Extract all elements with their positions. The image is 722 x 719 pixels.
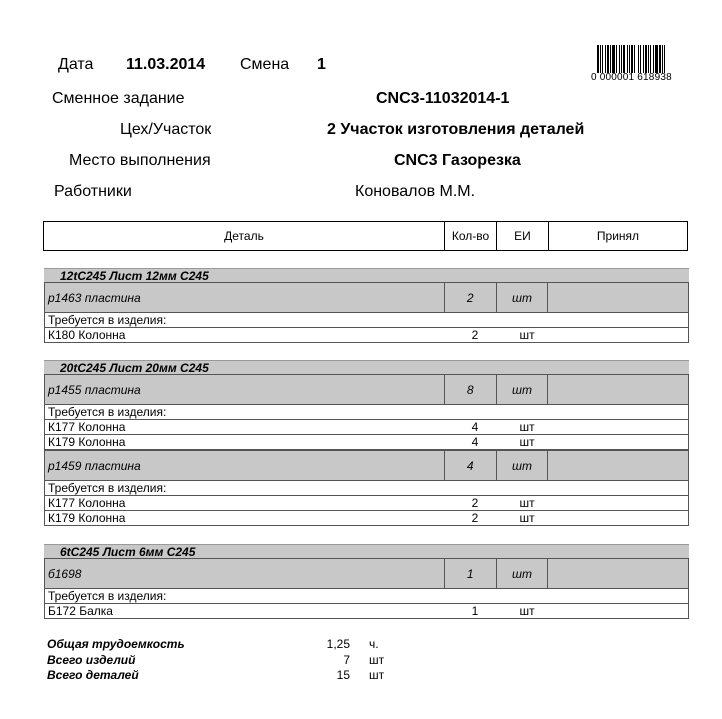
part-qty: 4: [445, 451, 497, 480]
usage-name: Б172 Балка: [48, 604, 113, 618]
part-name: р1459 пластина: [45, 451, 445, 480]
usage-row: [44, 511, 689, 526]
material-group: [44, 268, 689, 343]
barcode-number: 0 000001 618938: [591, 72, 672, 83]
place-label: Место выполнения: [69, 152, 211, 169]
usage-row: [44, 435, 689, 450]
material-group: [44, 544, 689, 619]
group-title: 6tC245 Лист 6мм С245: [44, 544, 689, 558]
usage-row: [44, 604, 689, 619]
usage-unit: шт: [519, 496, 535, 510]
shop-value: 2 Участок изготовления деталей: [327, 121, 585, 138]
place-value: CNC3 Газорезка: [394, 152, 521, 169]
total-labor-value: 1,25: [326, 637, 350, 651]
part-unit: шт: [497, 559, 549, 588]
usage-qty: 1: [471, 604, 479, 618]
part-unit: шт: [497, 451, 549, 480]
task-label: Сменное задание: [52, 90, 185, 107]
usage-unit: шт: [519, 604, 535, 618]
usage-name: К177 Колонна: [48, 496, 126, 510]
required-label: Требуется в изделия:: [44, 405, 689, 420]
usage-qty: 4: [471, 435, 479, 449]
part-accepted-cell[interactable]: [548, 451, 688, 480]
total-items-label: Всего изделий: [47, 653, 136, 667]
part-name: р1455 пластина: [45, 375, 445, 404]
barcode-image: [597, 45, 682, 73]
total-parts-value: 15: [336, 668, 350, 682]
total-labor-label: Общая трудоемкость: [47, 637, 185, 651]
required-label: Требуется в изделия:: [44, 589, 689, 604]
col-part: Деталь: [44, 222, 445, 250]
usage-qty: 4: [471, 420, 479, 434]
usage-name: К179 Колонна: [48, 511, 126, 525]
part-qty: 2: [445, 283, 497, 312]
total-items-value: 7: [343, 653, 350, 667]
date-value: 11.03.2014: [126, 56, 206, 73]
part-qty: 1: [445, 559, 497, 588]
shift-label: Смена: [240, 56, 290, 73]
total-parts-unit: шт: [369, 668, 385, 682]
group-title: 20tC245 Лист 20мм С245: [44, 360, 689, 374]
usage-row: [44, 328, 689, 343]
usage-name: К179 Колонна: [48, 435, 126, 449]
usage-unit: шт: [519, 420, 535, 434]
usage-unit: шт: [519, 328, 535, 342]
part-row: [44, 282, 689, 313]
material-group: [44, 360, 689, 526]
table-header: [43, 221, 688, 251]
part-accepted-cell[interactable]: [548, 375, 688, 404]
col-unit: ЕИ: [497, 222, 549, 250]
col-qty: Кол-во: [445, 222, 497, 250]
shift-value: 1: [317, 56, 326, 73]
part-accepted-cell[interactable]: [548, 559, 688, 588]
date-label: Дата: [58, 56, 94, 73]
total-labor-unit: ч.: [369, 637, 379, 651]
usage-unit: шт: [519, 435, 535, 449]
part-row: [44, 450, 689, 481]
group-title: 12tC245 Лист 12мм С245: [44, 268, 689, 282]
usage-qty: 2: [471, 496, 479, 510]
usage-name: К177 Колонна: [48, 420, 126, 434]
workers-value: Коновалов М.М.: [355, 183, 476, 200]
part-name: б1698: [45, 559, 445, 588]
part-accepted-cell[interactable]: [548, 283, 688, 312]
usage-qty: 2: [471, 328, 479, 342]
total-parts-label: Всего деталей: [47, 668, 139, 682]
part-row: [44, 558, 689, 589]
col-accepted: Принял: [596, 229, 640, 243]
part-qty: 8: [445, 375, 497, 404]
workers-label: Работники: [54, 183, 132, 200]
usage-row: [44, 496, 689, 511]
required-label: Требуется в изделия:: [44, 313, 689, 328]
part-name: р1463 пластина: [45, 283, 445, 312]
usage-name: К180 Колонна: [48, 328, 126, 342]
shop-label: Цех/Участок: [120, 121, 212, 138]
usage-qty: 2: [471, 511, 479, 525]
usage-unit: шт: [519, 511, 535, 525]
part-row: [44, 374, 689, 405]
part-unit: шт: [497, 283, 549, 312]
required-label: Требуется в изделия:: [44, 481, 689, 496]
usage-row: [44, 420, 689, 435]
total-items-unit: шт: [369, 653, 385, 667]
part-unit: шт: [497, 375, 549, 404]
task-value: CNC3-11032014-1: [376, 90, 510, 107]
